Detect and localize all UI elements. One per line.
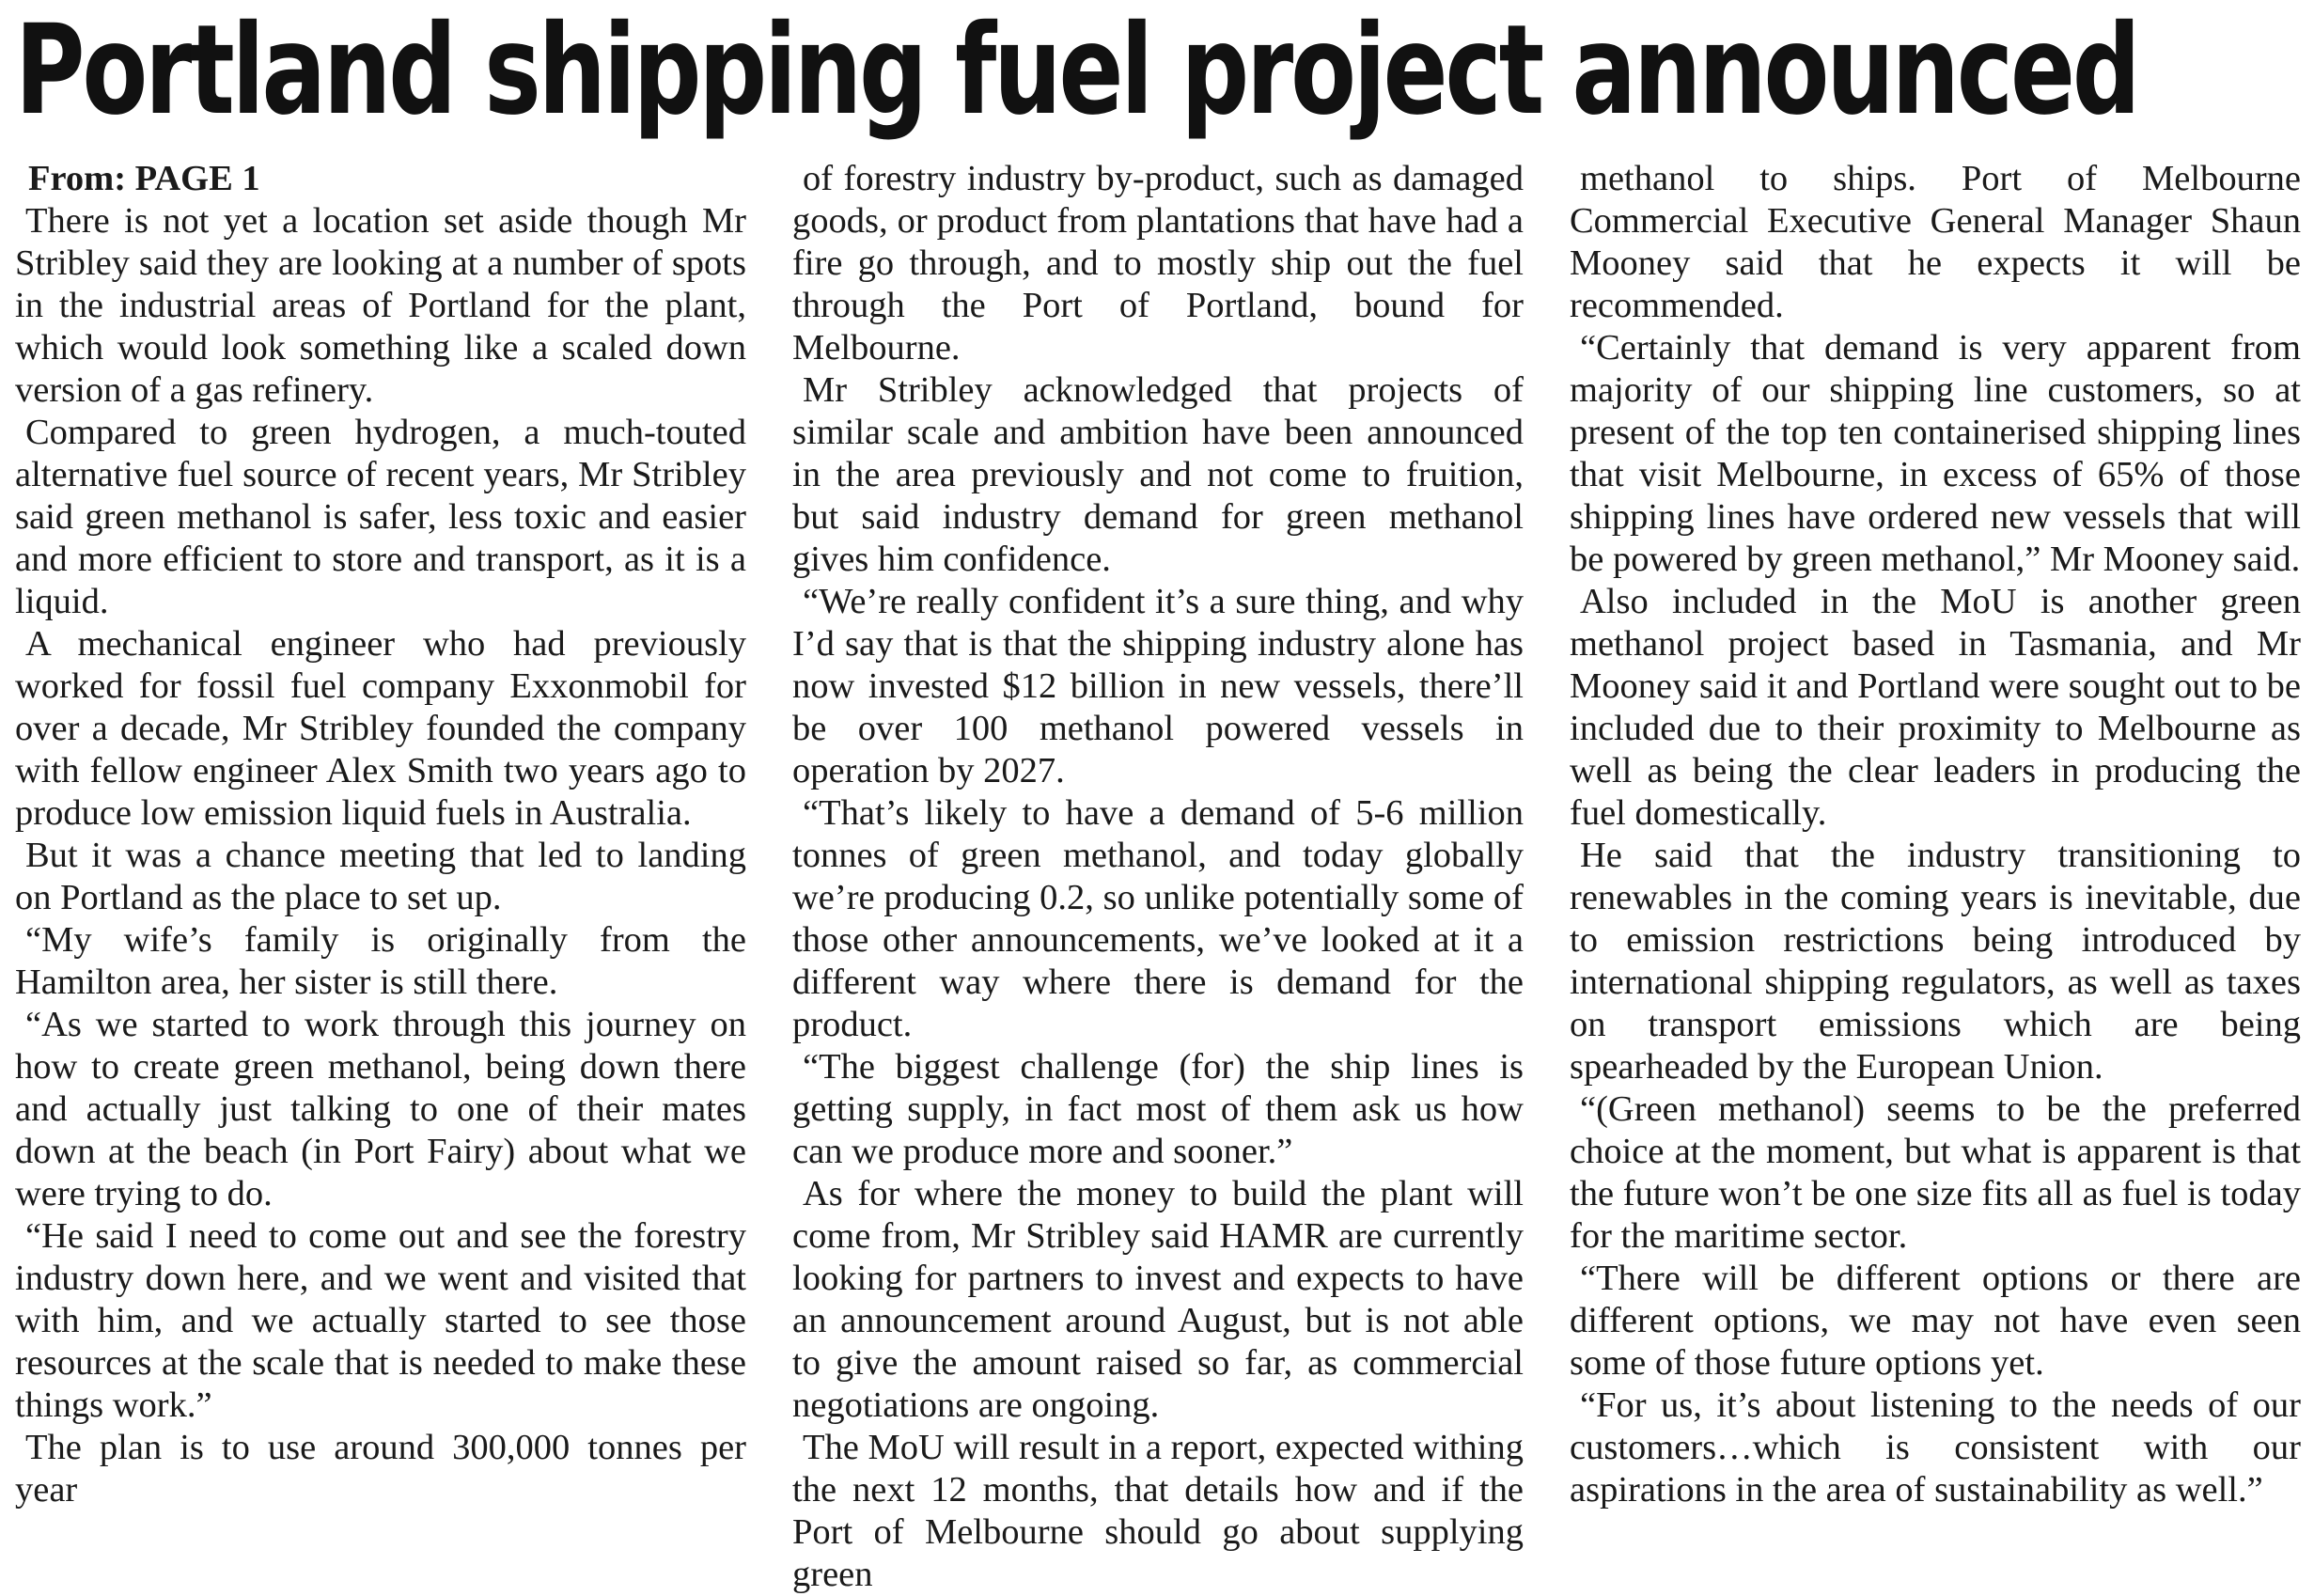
paragraph: of forestry industry by-product, such as damaged goods, or product from plantations that have had a fire go through, and to mostly ship out the fuel through the Port of Portland, bound for Melbourne. [792,159,1524,368]
paragraph: A mechanical engineer who had previously worked for fossil fuel company Exxonmobil for over a decade, Mr Stribley founded the company with fellow engineer Alex Smith two years ago to produce low emission liquid fuels in Australia. [15,624,746,833]
paragraph: methanol to ships. Port of Melbourne Commercial Executive General Manager Shaun Mooney said that he expects it will be recommended. [1570,159,2301,325]
byline: From: PAGE 1 [28,159,260,198]
paragraph: “As we started to work through this journey on how to create green methanol, being down there and actually just talking to one of their mates down at the beach (in Port Fairy) about what we were trying to do. [15,1005,746,1213]
paragraph: “Certainly that demand is very apparent from majority of our shipping line customers, so at present of the top ten containerised shipping lines that visit Melbourne, in excess of 65% of those shipping lines have ordered new vessels that will be powered by green methanol,” Mr Mooney said. [1570,328,2301,579]
paragraph: There is not yet a location set aside though Mr Stribley said they are looking at a number of spots in the industrial areas of Portland for the plant, which would look something like a scaled down version of a gas refinery. [15,201,746,410]
paragraph: Mr Stribley acknowledged that projects of similar scale and ambition have been announced in the area previously and not come to fruition, but said industry demand for green methanol gives him confidence. [792,370,1524,579]
paragraph: Compared to green hydrogen, a much-touted alternative fuel source of recent years, Mr Stribley said green methanol is safer, less toxic and easier and more efficient to store and transport, as it is a liquid. [15,413,746,621]
paragraph: Also included in the MoU is another green methanol project based in Tasmania, and Mr Mooney said it and Portland were sought out to be included due to their proximity to Melbourne as well as being the clear leaders in producing the fuel domestically. [1570,582,2301,833]
paragraph: “(Green methanol) seems to be the preferred choice at the moment, but what is apparent is that the future won’t be one size fits all as fuel is today for the maritime sector. [1570,1089,2301,1256]
paragraph: “We’re really confident it’s a sure thing, and why I’d say that is that the shipping industry alone has now invested $12 billion in new vessels, there’ll be over 100 methanol powered vessels in operation by 2027. [792,582,1524,790]
article-column-3 [1570,158,2301,1510]
paragraph: As for where the money to build the plant will come from, Mr Stribley said HAMR are currently looking for partners to invest and expects to have an announcement around August, but is not able to give the amount raised so far, as commercial negotiations are ongoing. [792,1174,1524,1425]
paragraph: “The biggest challenge (for) the ship lines is getting supply, in fact most of them ask us how can we produce more and sooner.” [792,1047,1524,1171]
paragraph: The MoU will result in a report, expected withing the next 12 months, that details how and if the Port of Melbourne should go about supplying green [792,1428,1524,1594]
paragraph: But it was a chance meeting that led to landing on Portland as the place to set up. [15,836,746,917]
paragraph: “There will be different options or there are different options, we may not have even seen some of those future options yet. [1570,1259,2301,1383]
paragraph: “That’s likely to have a demand of 5-6 million tonnes of green methanol, and today globally we’re producing 0.2, so unlike potentially some of those other announcements, we’ve looked at it a different way where there is demand for the product. [792,793,1524,1044]
article-column-1 [15,158,746,1510]
article-column-2 [792,158,1524,1594]
paragraph: “He said I need to come out and see the forestry industry down here, and we went and visited that with him, and we actually started to see those resources at the scale that is needed to make these things work.” [15,1216,746,1425]
paragraph: The plan is to use around 300,000 tonnes per year [15,1428,746,1510]
paragraph: “For us, it’s about listening to the needs of our customers…which is consistent with our aspirations in the area of sustainability as well.” [1570,1385,2301,1510]
headline: Portland shipping fuel project announced [15,0,2138,143]
paragraph: “My wife’s family is originally from the Hamilton area, her sister is still there. [15,920,746,1002]
paragraph: He said that the industry transitioning to renewables in the coming years is inevitable, due to emission restrictions being introduced by international shipping regulators, as well as taxes on transport emissions which are being spearheaded by the European Union. [1570,836,2301,1087]
